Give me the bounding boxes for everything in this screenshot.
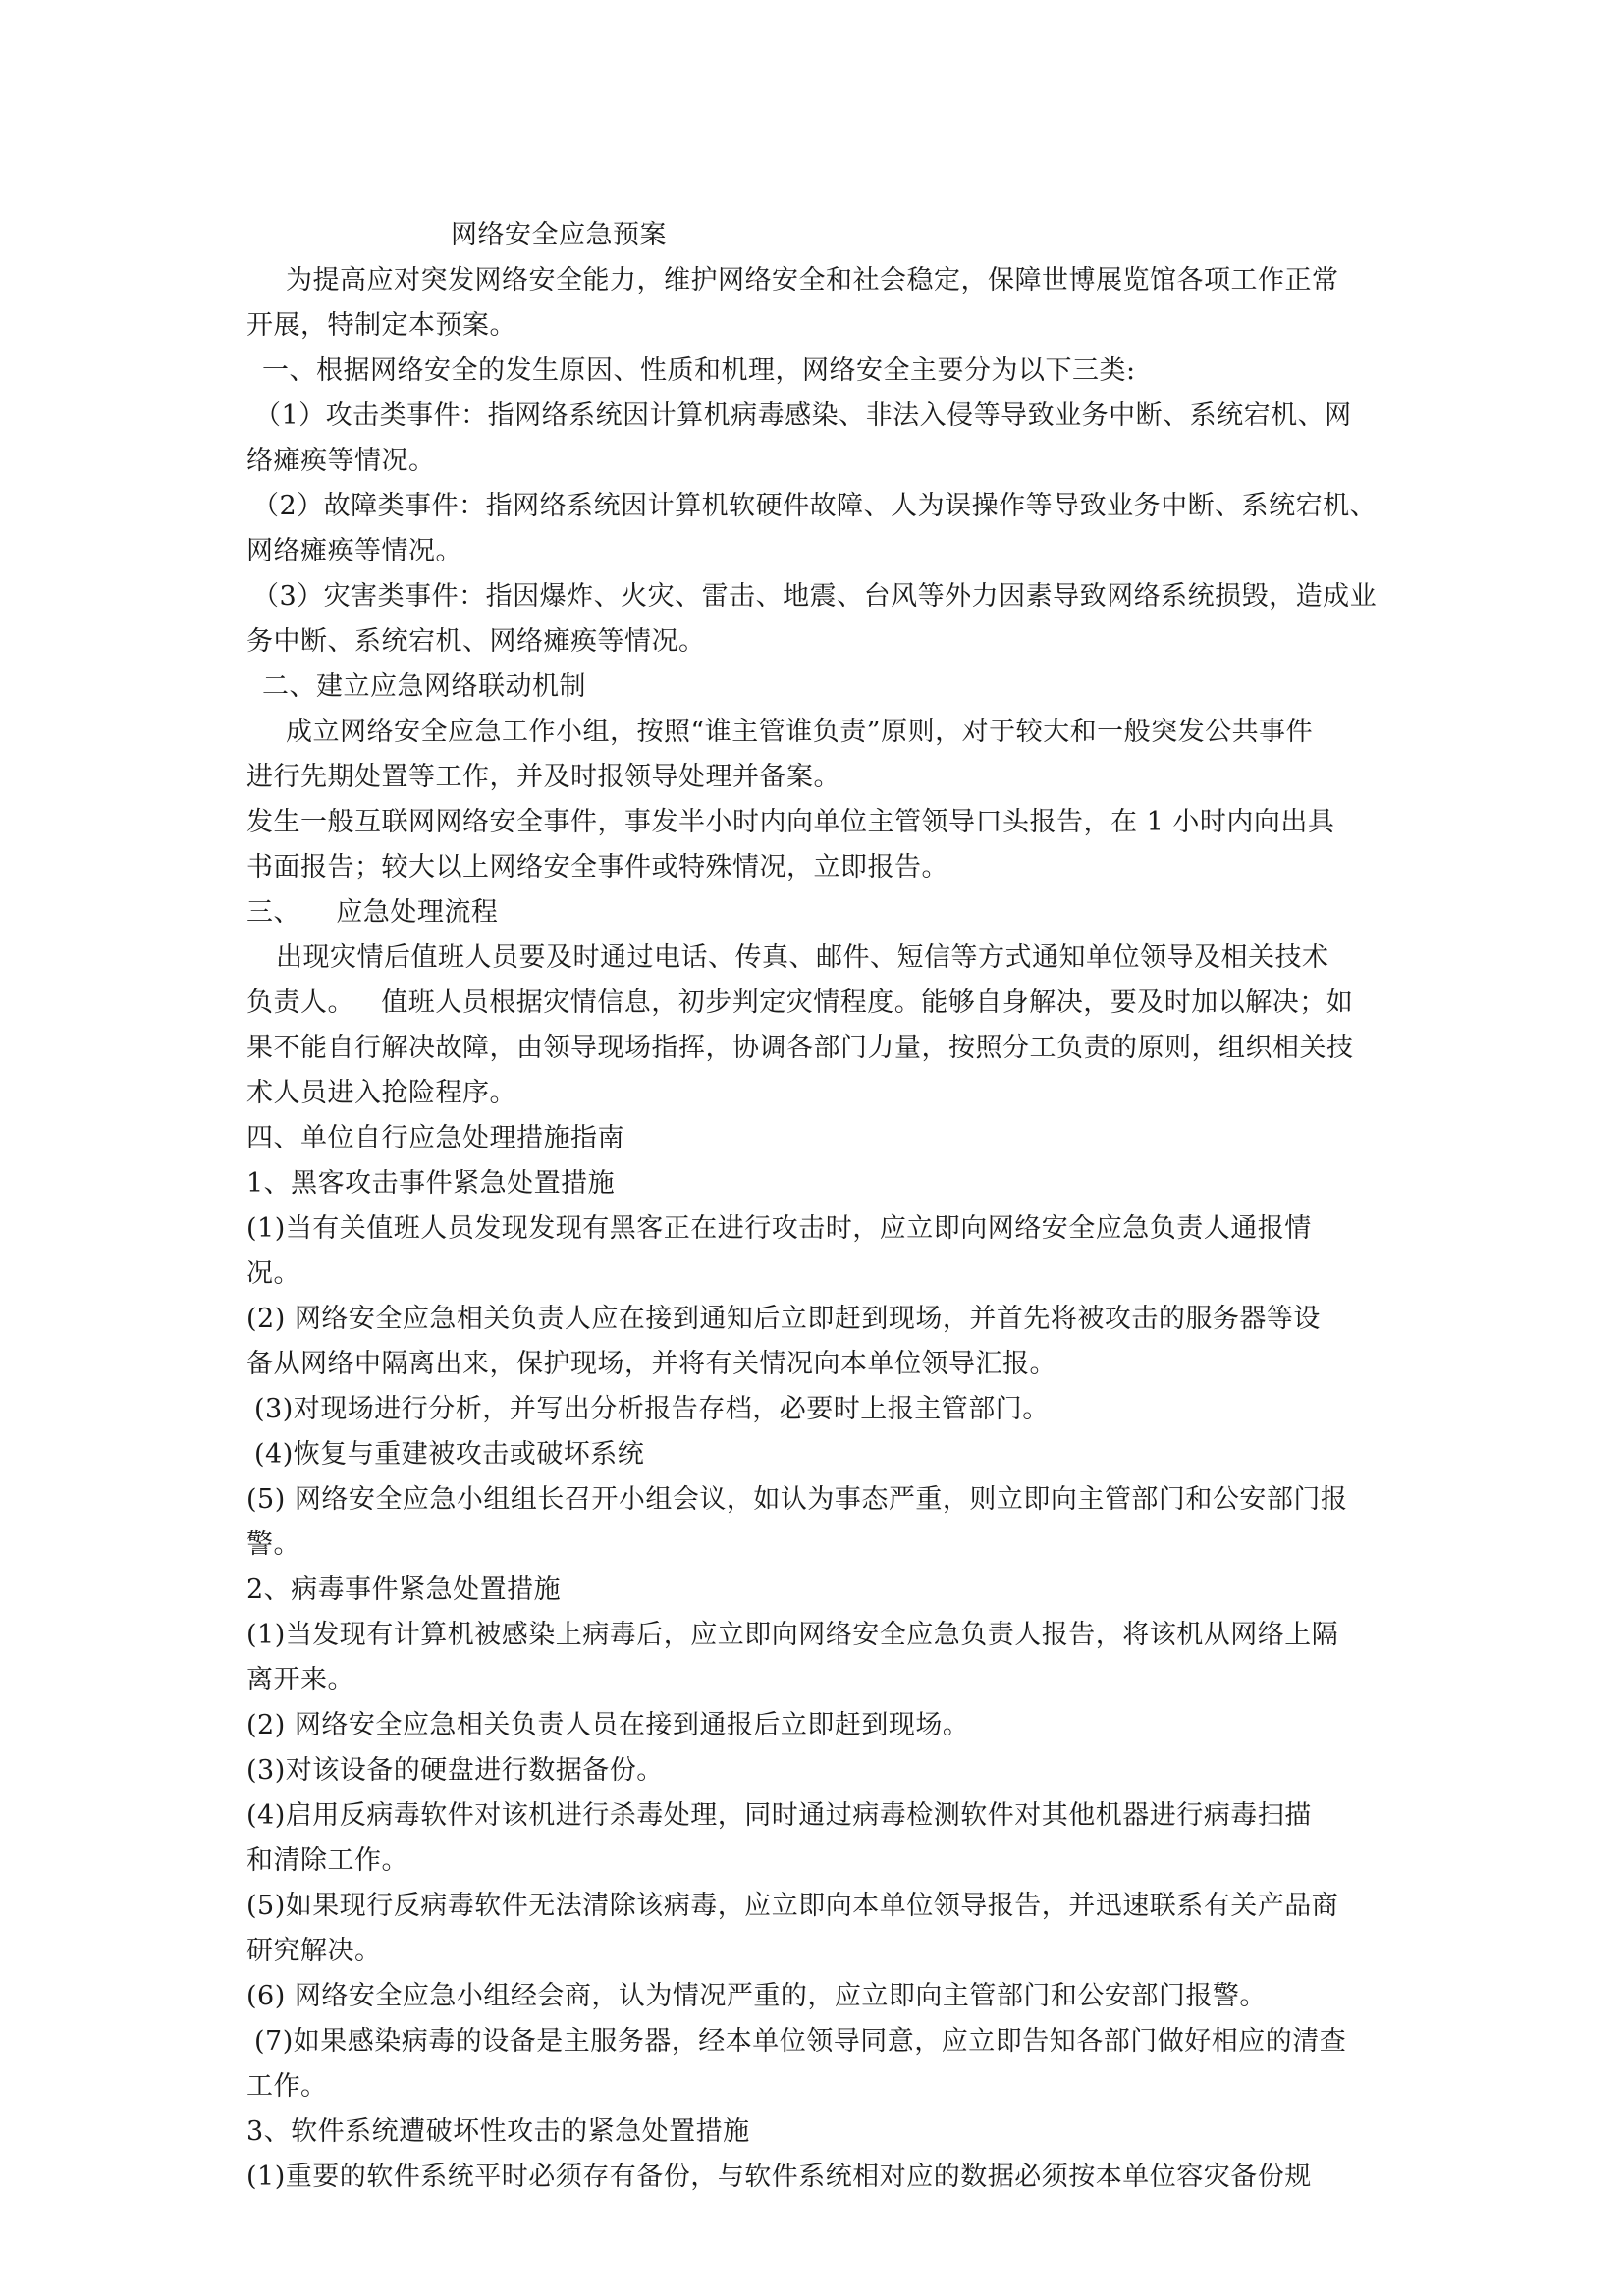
paragraph-line: 术人员进入抢险程序。: [246, 1078, 516, 1108]
section-heading: 三、 应急处理流程: [246, 897, 499, 928]
document-title: 网络安全应急预案: [451, 220, 667, 250]
paragraph-line: （3）灾害类事件：指因爆炸、火灾、雷击、地震、台风等外力因素导致网络系统损毁，造成业: [252, 581, 1378, 612]
paragraph-line: （1）攻击类事件：指网络系统因计算机病毒感染、非法入侵等导致业务中断、系统宕机、网: [254, 400, 1352, 431]
list-item-line: (7)如果感染病毒的设备是主服务器，经本单位领导同意，应立即告知各部门做好相应的清查: [254, 2026, 1347, 2056]
list-item-line: 和清除工作。: [246, 1845, 408, 1876]
paragraph-line: 果不能自行解决故障，由领导现场指挥，协调各部门力量，按照分工负责的原则，组织相关技: [246, 1033, 1354, 1063]
paragraph-line: 务中断、系统宕机、网络瘫痪等情况。: [246, 626, 706, 657]
list-item-line: (2) 网络安全应急相关负责人应在接到通知后立即赶到现场，并首先将被攻击的服务器等设: [246, 1304, 1321, 1334]
section-heading: 二、建立应急网络联动机制: [262, 671, 586, 702]
paragraph-line: （2）故障类事件：指网络系统因计算机软硬件故障、人为误操作等导致业务中断、系统宕机、: [252, 491, 1378, 521]
paragraph-line: 负责人。 值班人员根据灾情信息，初步判定灾情程度。能够自身解决，要及时加以解决；如: [246, 988, 1354, 1018]
paragraph-line: 络瘫痪等情况。: [246, 446, 436, 476]
subsection-heading: 1、黑客攻击事件紧急处置措施: [246, 1168, 616, 1199]
paragraph-line: 为提高应对突发网络安全能力，维护网络安全和社会稳定，保障世博展览馆各项工作正常: [286, 265, 1339, 295]
list-item-line: (6) 网络安全应急小组经会商，认为情况严重的，应立即向主管部门和公安部门报警。: [246, 1981, 1267, 2011]
paragraph-line: 网络瘫痪等情况。: [246, 536, 462, 566]
list-item-line: (4)恢复与重建被攻击或破坏系统: [254, 1439, 645, 1469]
list-item-line: 研究解决。: [246, 1936, 382, 1966]
list-item-line: (4)启用反病毒软件对该机进行杀毒处理，同时通过病毒检测软件对其他机器进行病毒扫描: [246, 1800, 1312, 1831]
list-item-line: (1)当有关值班人员发现发现有黑客正在进行攻击时，应立即向网络安全应急负责人通报情: [246, 1213, 1312, 1244]
paragraph-line: 出现灾情后值班人员要及时通过电话、传真、邮件、短信等方式通知单位领导及相关技术: [276, 942, 1329, 973]
list-item-line: 警。: [246, 1529, 300, 1560]
paragraph-line: 开展，特制定本预案。: [246, 310, 516, 341]
paragraph-line: 进行先期处置等工作，并及时报领导处理并备案。: [246, 762, 840, 792]
list-item-line: (2) 网络安全应急相关负责人员在接到通报后立即赶到现场。: [246, 1710, 970, 1740]
list-item-line: 离开来。: [246, 1665, 354, 1695]
paragraph-line: 成立网络安全应急工作小组，按照“谁主管谁负责”原则，对于较大和一般突发公共事件: [286, 717, 1314, 747]
section-heading: 四、单位自行应急处理措施指南: [246, 1123, 624, 1153]
paragraph-line: 发生一般互联网网络安全事件，事发半小时内向单位主管领导口头报告，在 1 小时内向出具: [246, 807, 1335, 837]
subsection-heading: 3、软件系统遭破坏性攻击的紧急处置措施: [246, 2116, 750, 2147]
list-item-line: 况。: [246, 1258, 300, 1289]
list-item-line: (1)当发现有计算机被感染上病毒后，应立即向网络安全应急负责人报告，将该机从网络上隔: [246, 1620, 1339, 1650]
list-item-line: (3)对该设备的硬盘进行数据备份。: [246, 1755, 664, 1786]
document-page: [246, 213, 1390, 2200]
list-item-line: (5) 网络安全应急小组组长召开小组会议，如认为事态严重，则立即向主管部门和公安部门报: [246, 1484, 1348, 1515]
section-heading: 一、根据网络安全的发生原因、性质和机理，网络安全主要分为以下三类:: [262, 355, 1136, 386]
list-item-line: 备从网络中隔离出来，保护现场，并将有关情况向本单位领导汇报。: [246, 1349, 1056, 1379]
subsection-heading: 2、病毒事件紧急处置措施: [246, 1575, 562, 1605]
list-item-line: (5)如果现行反病毒软件无法清除该病毒，应立即向本单位领导报告，并迅速联系有关产品商: [246, 1891, 1339, 1921]
list-item-line: 工作。: [246, 2071, 328, 2102]
list-item-line: (1)重要的软件系统平时必须存有备份，与软件系统相对应的数据必须按本单位容灾备份规: [246, 2162, 1312, 2192]
paragraph-line: 书面报告；较大以上网络安全事件或特殊情况，立即报告。: [246, 852, 948, 882]
list-item-line: (3)对现场进行分析，并写出分析报告存档，必要时上报主管部门。: [254, 1394, 1050, 1424]
